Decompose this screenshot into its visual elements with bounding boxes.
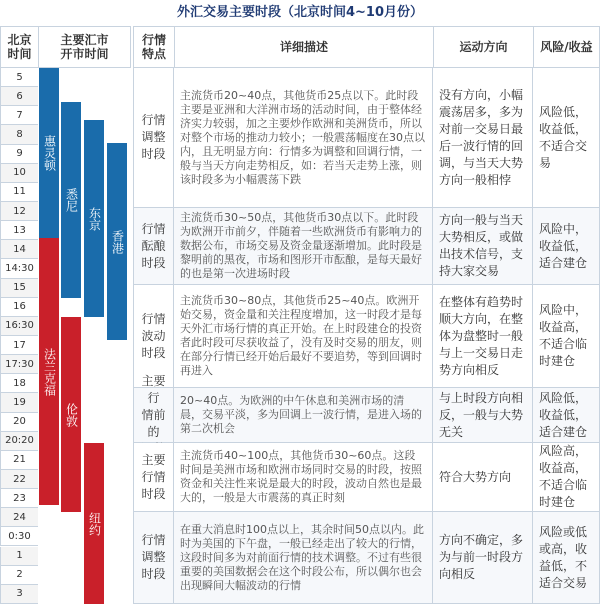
feature-cell [133,443,174,512]
risk-cell [533,68,600,208]
risk-cell [533,388,600,443]
feature-cell-text: 主要 行情 时段 [141,452,166,501]
header-risk-label: 风险/收益 [540,40,593,54]
time-cell: 24 [0,508,38,527]
market-bar-london [61,317,81,512]
header-feature [133,26,175,68]
header-detail-label: 详细描述 [279,40,328,54]
time-cell: 7 [0,106,38,125]
time-cell: 2 [0,566,38,585]
header-risk [533,26,600,68]
risk-cell-text: 风险低，收益低，适合建仓 [539,390,588,439]
time-cell: 8 [0,125,38,144]
detail-cell [174,68,433,208]
header-markets [38,26,131,68]
market-bar-wellington [39,68,59,238]
feature-cell-text: 行情 调整 时段 [141,533,166,581]
direction-cell-text: 没有方向，小幅震荡居多，多为对前一交易日最后一波行情的回调，与当天大势方向一般相悖 [439,87,524,187]
detail-cell [174,208,433,285]
direction-cell-text: 方向不确定，多为与前一时段方向相反 [439,533,524,581]
market-sydney-label: 悉尼 [64,188,79,212]
time-cell: 16:30 [0,317,38,336]
detail-cell-text: 主流货币40~100点，其他货币30~60点。这段时间是美洲市场和欧洲市场同时交易的时段，按照资金和关注性来说是最大的时段，波动自然也是最大的，一般是大市震荡的真正时刻 [180,449,422,504]
feature-cell-text: 行情 波动 时段 [141,311,166,360]
market-newyork-label: 纽约 [87,511,102,536]
time-cell: 1 [0,547,38,566]
time-cell: 5 [0,68,38,87]
feature-cell-text: 行情 酝酿 时段 [141,221,166,270]
detail-cell-text: 主流货币20~40点，其他货币25点以下。此时段主要是亚洲和大洋洲市场的活动时间，由于整体经济实力较弱，加之主要炒作欧洲和美洲货币，所以对整个市场的推动力较小；一般震荡幅度在30点以内，且无明显方向：行情多为调整和回调行情，一般与当天方向走势相反，如：若当天走势上涨，则该时段多为小幅震荡下跌 [180,88,425,186]
header-direction-label: 运动方向 [459,40,508,54]
direction-cell [433,208,533,285]
time-cell: 19 [0,393,38,412]
direction-cell [433,285,533,388]
detail-cell-text: 主流货币30~80点，其他货币25~40点。欧洲开始交易，资金量和关注程度增加，这一时段才是每天外汇市场行情的真正开始。在上时段建仓的投资者此时段可尽获收益了，没有及时交易的朋友，则在部分行情已经开始后最好不要追势，等到回调时再进入 [180,294,422,377]
direction-cell [433,443,533,512]
detail-cell-text: 主流货币30~50点，其他货币30点以下。此时段为欧洲开市前夕，伴随着一些欧洲货币有影响力的数据公布，市场交易及资金量逐渐增加。此时段是黎明前的黑夜，市场和图形开市酝酿，是每天最好的也是第一次进场时段 [180,211,422,280]
header-detail [174,26,434,68]
direction-cell-text: 与上时段方向相反，一般与大势无关 [439,390,524,439]
time-cell: 15 [0,279,38,298]
time-cell: 0:30 [0,527,38,546]
detail-cell-text: 在重大消息时100点以上，其余时间50点以内。此时为美国的下午盘，一般已经走出了较大的行情，这段时间多为对前面行情的技术调整。不过有些很重要的美国数据会在这个时段公布，所以偶尔也会出现瞬间大幅波动的行情 [180,522,424,592]
header-markets-label: 主要汇市 开市时间 [60,33,109,61]
time-cell: 11 [0,183,38,202]
market-hongkong-label: 香港 [110,229,125,254]
feature-cell [133,512,174,604]
header-direction [433,26,534,68]
header-beijing-time [0,26,39,68]
time-cell: 21 [0,451,38,470]
feature-cell [133,373,174,443]
time-cell: 12 [0,202,38,221]
time-cell: 14:30 [0,259,38,278]
risk-cell-text: 风险或低或高，收益低，不适合交易 [539,524,588,590]
detail-cell [174,388,433,443]
feature-cell [133,68,174,208]
risk-cell [533,512,600,604]
header-beijing-time-label: 北京 时间 [7,33,32,61]
time-cell: 6 [0,87,38,106]
time-cell: 14 [0,240,38,259]
time-cell: 23 [0,489,38,508]
risk-cell [533,208,600,285]
market-bar-tokyo [84,120,104,317]
market-frankfurt-label: 法兰克福 [42,347,57,396]
header-feature-label: 行情 特点 [141,33,166,61]
direction-cell-text: 符合大势方向 [439,469,512,484]
risk-cell [533,443,600,512]
time-cell: 17 [0,336,38,355]
market-london-label: 伦敦 [64,402,79,427]
direction-cell [433,68,533,208]
market-bar-frankfurt [39,238,59,505]
time-cell: 22 [0,470,38,489]
direction-cell-text: 在整体有趋势时顺大方向，在整体为盘整时一般与上一交易日走势方向相反 [439,294,524,377]
time-cell: 10 [0,164,38,183]
detail-cell [174,512,433,604]
time-cell: 16 [0,298,38,317]
market-wellington-label: 惠灵顿 [42,135,57,171]
risk-cell [533,285,600,388]
risk-cell-text: 风险高，收益高，不适合临时建仓 [539,444,588,509]
feature-cell [133,208,174,285]
page-title: 外汇交易主要时段（北京时间4~10月份） [0,0,600,26]
risk-cell-text: 风险中，收益高，不适合临时建仓 [539,303,588,368]
feature-cell-text: 主要行 情前的 [141,373,166,439]
detail-cell-text: 20~40点。为欧洲的中午休息和美洲市场的清晨，交易平淡，多为回调上一波行情，是进入场的第二次机会 [180,394,422,435]
market-bar-sydney [61,102,81,298]
direction-cell [433,388,533,443]
time-cell: 9 [0,145,38,164]
time-cell: 20:20 [0,432,38,451]
direction-cell [433,512,533,604]
risk-cell-text: 风险中，收益低，适合建仓 [539,221,588,270]
market-bar-newyork [84,443,104,604]
market-tokyo-label: 东京 [87,206,102,231]
time-cell: 3 [0,585,38,604]
feature-cell-text: 行情 调整 时段 [141,113,166,161]
detail-cell [174,285,433,388]
risk-cell-text: 风险低，收益低，不适合交易 [539,104,588,170]
detail-cell [174,443,433,512]
time-cell: 20 [0,413,38,432]
time-cell: 17:30 [0,355,38,374]
market-bar-hongkong [107,143,127,340]
time-cell: 18 [0,374,38,393]
time-cell: 13 [0,221,38,240]
direction-cell-text: 方向一般与当天大势相反，或做出技术信号，支持大家交易 [439,213,524,278]
